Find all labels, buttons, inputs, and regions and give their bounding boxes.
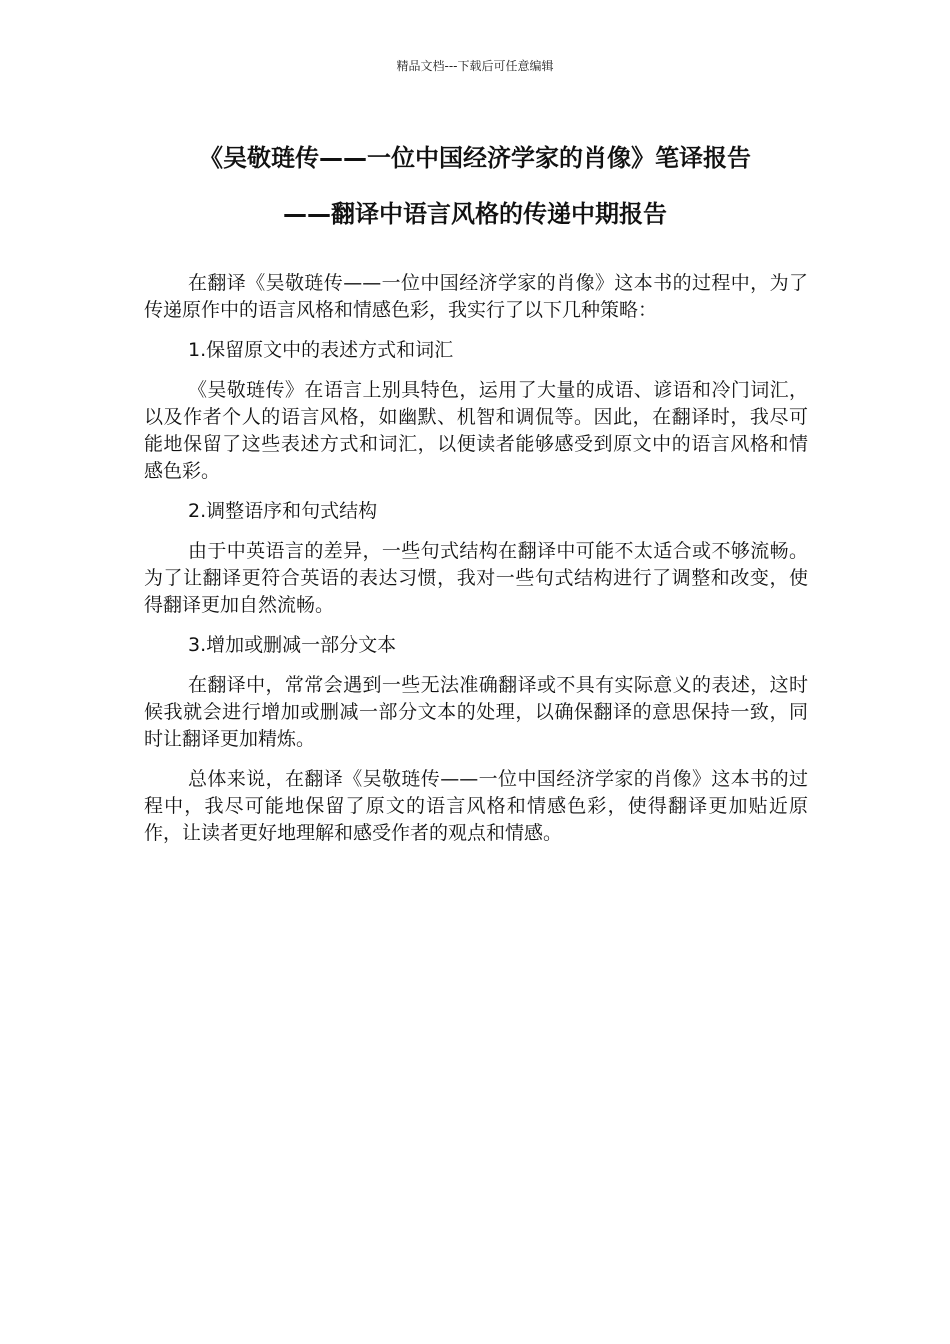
strategy-2-heading: 2.调整语序和句式结构 <box>188 500 378 522</box>
document-title-line-1: 《吴敬琏传——一位中国经济学家的肖像》笔译报告 <box>199 144 751 172</box>
strategy-2-paragraph: 由于中英语言的差异，一些句式结构在翻译中可能不太适合或不够流畅。为了让翻译更符合英语的表达习惯，我对一些句式结构进行了调整和改变，使得翻译更加自然流畅。 <box>144 540 808 616</box>
document-title-line-2: ——翻译中语言风格的传递中期报告 <box>283 200 667 228</box>
conclusion-paragraph: 总体来说，在翻译《吴敬琏传——一位中国经济学家的肖像》这本书的过程中，我尽可能地保留了原文的语言风格和情感色彩，使得翻译更加贴近原作，让读者更好地理解和感受作者的观点和情感。 <box>144 768 808 844</box>
strategy-1-heading: 1.保留原文中的表述方式和词汇 <box>188 339 454 361</box>
strategy-3-heading: 3.增加或删减一部分文本 <box>188 634 397 656</box>
intro-paragraph: 在翻译《吴敬琏传——一位中国经济学家的肖像》这本书的过程中，为了传递原作中的语言风格和情感色彩，我实行了以下几种策略： <box>144 272 808 321</box>
strategy-1-paragraph: 《吴敬琏传》在语言上别具特色，运用了大量的成语、谚语和冷门词汇，以及作者个人的语言风格，如幽默、机智和调侃等。因此，在翻译时，我尽可能地保留了这些表述方式和词汇，以便读者能够感受到原文中的语言风格和情感色彩。 <box>144 379 808 482</box>
document-body <box>144 270 808 860</box>
page-header-note: 精品文档---下载后可任意编辑 <box>396 59 554 73</box>
strategy-3-paragraph: 在翻译中，常常会遇到一些无法准确翻译或不具有实际意义的表述，这时候我就会进行增加或删减一部分文本的处理，以确保翻译的意思保持一致，同时让翻译更加精炼。 <box>144 674 808 750</box>
